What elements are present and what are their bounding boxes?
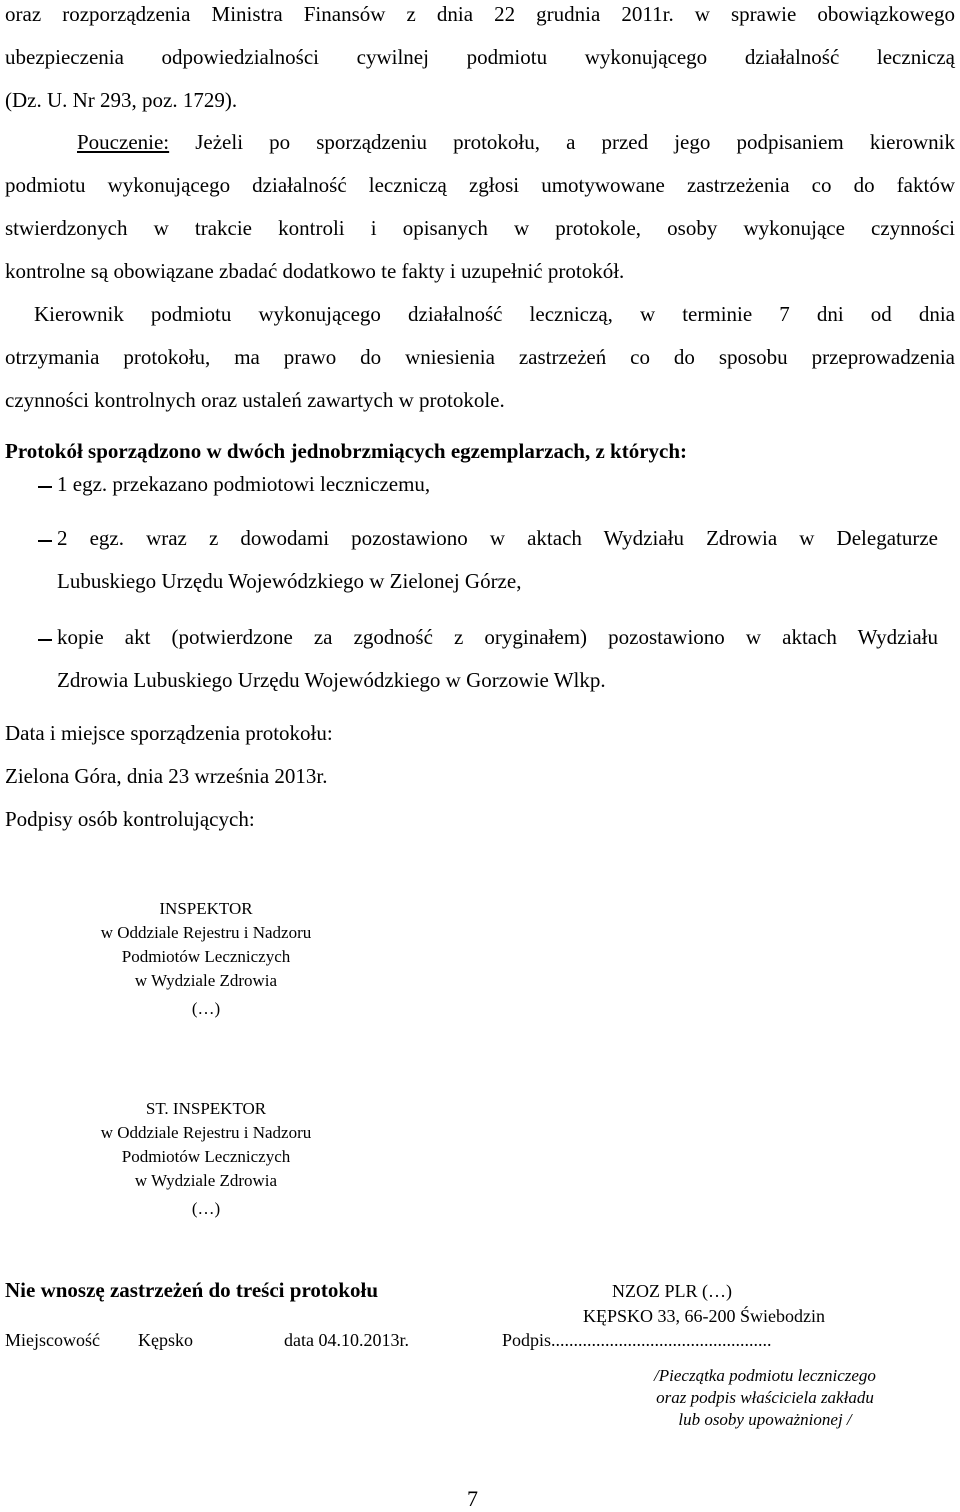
paragraph-regulation-line: (Dz. U. Nr 293, poz. 1729). — [5, 88, 238, 112]
instruction-line — [77, 121, 955, 164]
list-dash — [38, 639, 52, 641]
signer-block-senior-inspector — [70, 1097, 342, 1221]
copies-item-2-line: 2 egz. wraz z dowodami pozostawiono w aktach Wydziału Zdrowia w Delegaturze — [57, 526, 938, 550]
signer-line: w Oddziale Rejestru i Nadzoru — [100, 923, 312, 942]
signatures-label: Podpisy osób kontrolujących: — [5, 807, 255, 831]
copies-item-2-line: Lubuskiego Urzędu Wojewódzkiego w Zielonej Górze, — [57, 569, 522, 593]
signer-line: w Oddziale Rejestru i Nadzoru — [100, 1123, 312, 1142]
rights-line: Kierownik podmiotu wykonującego działalność leczniczą, w terminie 7 dni od dnia — [34, 302, 955, 326]
signer-line: w Wydziale Zdrowia — [134, 971, 278, 990]
signer-line: w Wydziale Zdrowia — [134, 1171, 278, 1190]
instruction-line: kontrolne są obowiązane zbadać dodatkowo te fakty i uzupełnić protokół. — [5, 259, 625, 283]
place-value: Kępsko — [138, 1330, 193, 1350]
copies-item-1: 1 egz. przekazano podmiotowi leczniczemu, — [57, 472, 431, 496]
paragraph-regulation-line: ubezpieczenia odpowiedzialności cywilnej podmiotu wykonującego działalność leczniczą — [5, 45, 955, 69]
signer-title: ST. INSPEKTOR — [145, 1099, 267, 1118]
signer-line: Podmiotów Leczniczych — [121, 1147, 291, 1166]
instruction-line: stwierdzonych w trakcie kontroli i opisanych w protokole, osoby wykonujące czynności — [5, 216, 955, 240]
date-place-label: Data i miejsce sporządzenia protokołu: — [5, 721, 333, 745]
copies-heading: Protokół sporządzono w dwóch jednobrzmiących egzemplarzach, z których: — [5, 439, 688, 463]
signer-block-inspector — [70, 897, 342, 1021]
page-number: 7 — [467, 1486, 478, 1511]
signer-line: Podmiotów Leczniczych — [121, 947, 291, 966]
place-label: Miejscowość — [5, 1330, 100, 1350]
stamp-note-line: /Pieczątka podmiotu leczniczego — [654, 1366, 876, 1385]
stamp-note-line: oraz podpis właściciela zakładu — [656, 1388, 874, 1407]
no-objection-statement: Nie wnoszę zastrzeżeń do treści protokołu — [5, 1278, 379, 1302]
instruction-label: Pouczenie: — [77, 130, 170, 154]
copies-item-3-line: kopie akt (potwierdzone za zgodność z oryginałem) pozostawiono w aktach Wydziału — [57, 625, 938, 649]
paragraph-regulation-line: oraz rozporządzenia Ministra Finansów z dnia 22 grudnia 2011r. w sprawie obowiązkowego — [5, 2, 955, 26]
stamp-note-line: lub osoby upoważnionej / — [678, 1410, 852, 1429]
rights-line: czynności kontrolnych oraz ustaleń zawartych w protokole. — [5, 388, 505, 412]
signature-line: Podpis................................................. — [502, 1330, 772, 1350]
stamp-address: KĘPSKO 33, 66-200 Świebodzin — [583, 1306, 825, 1326]
signature-date: data 04.10.2013r. — [284, 1330, 409, 1350]
signer-title: INSPEKTOR — [159, 899, 253, 918]
stamp-name: NZOZ PLR (…) — [612, 1281, 732, 1301]
list-dash — [38, 540, 52, 542]
stamp-note — [600, 1365, 930, 1431]
list-dash — [38, 486, 52, 488]
signer-name: (…) — [191, 999, 221, 1018]
date-place-value: Zielona Góra, dnia 23 września 2013r. — [5, 764, 328, 788]
instruction-text: Jeżeli po sporządzeniu protokołu, a przed jego podpisaniem kierownik — [169, 130, 955, 154]
copies-item-3-line: Zdrowia Lubuskiego Urzędu Wojewódzkiego w Gorzowie Wlkp. — [57, 668, 606, 692]
instruction-line: podmiotu wykonującego działalność leczniczą zgłosi umotywowane zastrzeżenia co do faktów — [5, 173, 955, 197]
signer-name: (…) — [191, 1199, 221, 1218]
rights-line: otrzymania protokołu, ma prawo do wniesienia zastrzeżeń co do sposobu przeprowadzenia — [5, 345, 955, 369]
